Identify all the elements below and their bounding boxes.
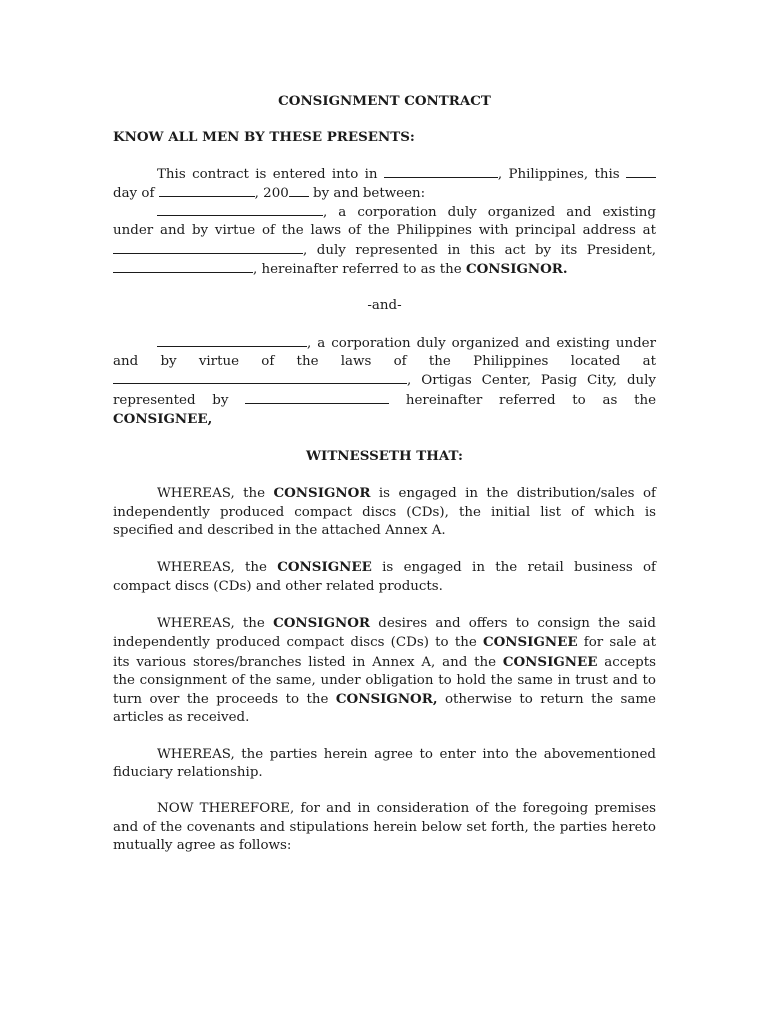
blank-consignee-representative[interactable]	[245, 391, 389, 404]
blank-year[interactable]	[289, 184, 309, 197]
blank-place[interactable]	[384, 165, 498, 178]
blank-consignor-address[interactable]	[113, 241, 303, 254]
whereas-clause-1: WHEREAS, the CONSIGNOR is engaged in the distribution/sales of independently produced compact discs (CDs), the initial list of which is specified and described in the attached Annex A.	[113, 485, 656, 539]
whereas-clause-2: WHEREAS, the CONSIGNEE is engaged in the retail business of compact discs (CDs) and other related products.	[113, 559, 657, 594]
party-consignor: CONSIGNOR.	[465, 261, 568, 278]
document-title: CONSIGNMENT CONTRACT	[278, 93, 491, 109]
party-consignee: CONSIGNEE,	[113, 410, 213, 427]
contract-document	[113, 92, 656, 855]
and-separator: -and-	[367, 298, 402, 314]
blank-day[interactable]	[626, 165, 656, 178]
whereas-clause-4: WHEREAS, the parties herein agree to enter into the abovementioned fiduciary relationship.	[113, 746, 656, 781]
paragraph-consignee: , a corporation duly organized and existing under and by virtue of the laws of the Philippines located at , Ortigas Center, Pasig City, duly represented by hereinafter referred to as the CONSIGNEE,	[113, 335, 656, 427]
blank-consignee-name[interactable]	[157, 334, 307, 347]
now-therefore-clause: NOW THEREFORE, for and in consideration of the foregoing premises and of the covenants and stipulations herein below set forth, the parties hereto mutually agree as follows:	[113, 801, 656, 853]
paragraph-consignor: , a corporation duly organized and existing under and by virtue of the laws of the Philippines with principal address at , duly represented in this act by its President, , hereinafter referred to as the CONSIGNOR.	[113, 205, 656, 278]
witnesseth-heading: WITNESSETH THAT:	[306, 448, 463, 465]
blank-consignor-name[interactable]	[157, 203, 323, 216]
blank-consignor-president[interactable]	[113, 260, 253, 273]
intro-heading: KNOW ALL MEN BY THESE PRESENTS:	[113, 129, 415, 146]
whereas-clause-3: WHEREAS, the CONSIGNOR desires and offers to consign the said independently produced compact discs (CDs) to the CONSIGNEE for sale at its various stores/branches listed in Annex A, and the CONSIGNEE accepts the consignment of the same, under obligation to hold the same in trust and to turn over the proceeds to the CONSIGNOR, otherwise to return the same articles as received.	[113, 614, 657, 726]
blank-consignee-location[interactable]	[113, 371, 407, 384]
paragraph-entered-into: This contract is entered into in , Philippines, this day of , 200 by and between:	[113, 165, 656, 204]
blank-month[interactable]	[159, 184, 255, 197]
